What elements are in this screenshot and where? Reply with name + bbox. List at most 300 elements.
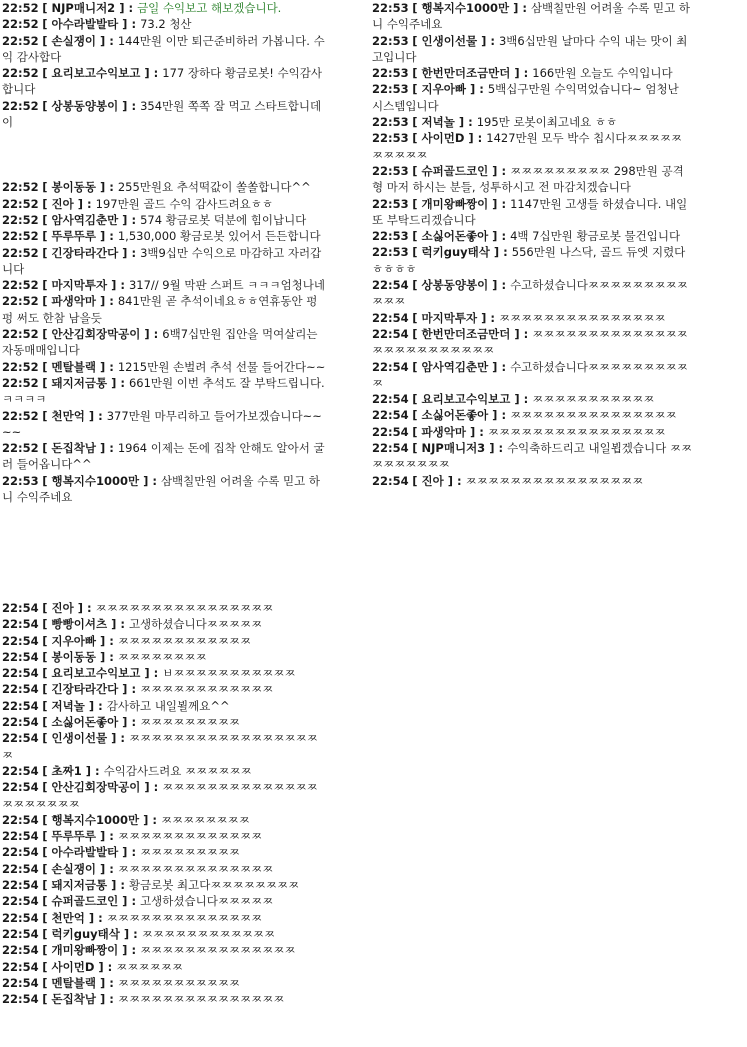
message-author: [ 개미왕빠짱이 ]	[412, 196, 498, 211]
message-time: 22:52	[2, 212, 39, 227]
message-separator: :	[519, 326, 533, 341]
chat-gap	[0, 130, 328, 179]
chat-message	[0, 326, 328, 359]
message-author: [ 슈퍼골드코인 ]	[412, 163, 498, 178]
message-separator: :	[473, 131, 487, 146]
chat-message	[0, 375, 328, 408]
message-author: [ 천만억 ]	[42, 910, 95, 925]
chat-message	[0, 714, 328, 730]
message-time: 22:54	[2, 763, 39, 778]
chat-message	[370, 310, 695, 326]
message-text: ㅉㅉㅉㅉㅉㅉㅉㅉㅉㅉㅉ	[117, 975, 241, 990]
message-separator: :	[124, 1, 138, 15]
chat-message	[370, 440, 695, 473]
message-time: 22:54	[2, 649, 39, 664]
message-time: 22:54	[2, 698, 39, 713]
message-time: 22:52	[2, 245, 39, 260]
message-time: 22:52	[2, 294, 39, 309]
message-separator: :	[149, 666, 163, 681]
message-text: 6백7십만원 집안을 먹여살리는 자동매매입니다	[2, 327, 318, 358]
message-time: 22:54	[2, 829, 39, 844]
chat-message	[370, 130, 695, 163]
chat-message	[370, 359, 695, 392]
message-text: 377만원 마무리하고 들어가보겠습니다~~~~	[2, 408, 322, 439]
message-time: 22:54	[2, 943, 39, 958]
message-separator: :	[94, 408, 107, 423]
chat-message	[0, 959, 328, 975]
message-separator: :	[453, 473, 466, 488]
chat-message	[0, 359, 328, 375]
chat-message	[0, 228, 328, 244]
message-author: [ 돈집착남 ]	[42, 441, 106, 456]
message-separator: :	[105, 633, 118, 648]
message-text: ㅉㅉㅉㅉㅉㅉㅉㅉ	[160, 812, 250, 827]
message-author: [ 사이먼D ]	[412, 131, 474, 146]
message-text: ㅉㅉㅉㅉㅉㅉㅉㅉㅉㅉㅉㅉㅉㅉㅉㅉ	[465, 473, 644, 488]
chat-message	[0, 910, 328, 926]
message-time: 22:54	[2, 861, 39, 876]
message-time: 22:52	[2, 196, 39, 211]
message-separator: :	[149, 780, 163, 795]
message-author: [ 파생악마 ]	[412, 424, 476, 439]
message-text: ㅉㅉㅉㅉㅉㅉㅉㅉㅉㅉㅉㅉ	[117, 633, 252, 648]
message-text: 166만원 오늘도 수익입니다	[532, 66, 673, 81]
message-text: ㅉㅉㅉㅉㅉㅉㅉㅉㅉㅉㅉㅉㅉㅉ	[106, 910, 263, 925]
message-author: [ 럭키guy태삭 ]	[42, 926, 130, 941]
chat-message	[370, 244, 695, 277]
chat-message	[0, 600, 328, 616]
message-separator: :	[499, 245, 512, 260]
message-time: 22:54	[2, 959, 39, 974]
message-text: 841만원 곧 추석이네요ㅎㅎ연휴동안 펑펑 써도 한참 남을듯	[2, 294, 318, 325]
message-author: [ 암사역김춘만 ]	[412, 359, 498, 374]
message-text: 1215만원 손벌려 추석 선물 들어간다~~	[117, 359, 326, 374]
message-text: ㅉㅉㅉㅉㅉㅉㅉㅉㅉㅉㅉㅉㅉㅉㅉ	[498, 310, 666, 325]
message-separator: :	[127, 245, 141, 260]
chat-message	[370, 196, 695, 229]
message-text: 255만원요 추석떡값이 쏠쏠합니다^^	[117, 180, 311, 195]
message-text: ㅉㅉㅉㅉㅉㅉㅉㅉㅉㅉㅉㅉㅉ	[117, 829, 263, 844]
message-author: [ 저녁놀 ]	[42, 698, 95, 713]
chat-message	[370, 163, 695, 196]
message-separator: :	[116, 731, 129, 746]
message-time: 22:52	[2, 359, 39, 374]
message-time: 22:54	[2, 633, 39, 648]
message-time: 22:54	[2, 780, 39, 795]
message-text: ㅉㅉㅉㅉㅉㅉㅉㅉㅉㅉㅉㅉ	[140, 682, 274, 697]
message-time: 22:52	[2, 98, 39, 113]
message-separator: :	[475, 424, 488, 439]
message-separator: :	[105, 294, 118, 309]
message-text: ㅉㅉㅉㅉㅉㅉ	[116, 959, 183, 974]
message-time: 22:54	[372, 392, 409, 407]
message-separator: :	[94, 910, 107, 925]
message-author: [ 지우아빠 ]	[42, 633, 106, 648]
message-separator: :	[91, 763, 104, 778]
chat-log-panel-2	[370, 0, 695, 536]
message-time: 22:54	[2, 926, 39, 941]
message-separator: :	[149, 327, 163, 342]
message-time: 22:52	[2, 327, 39, 342]
message-time: 22:52	[2, 441, 39, 456]
chat-message	[0, 473, 328, 506]
chat-message	[370, 65, 695, 81]
message-text: ㅂㅉㅉㅉㅉㅉㅉㅉㅉㅉㅉㅉ	[162, 666, 296, 681]
message-text: 197만원 골드 수익 감사드려요ㅎㅎ	[95, 196, 273, 211]
chat-message	[370, 326, 695, 359]
message-author: [ 요리보고수익보고 ]	[42, 666, 150, 681]
chat-message	[370, 407, 695, 423]
message-author: [ 긴장타라간다 ]	[42, 245, 128, 260]
message-separator: :	[464, 115, 477, 130]
message-time: 22:54	[372, 278, 409, 293]
message-author: [ 마지막투자 ]	[412, 310, 487, 325]
message-text: 금일 수익보고 해보겠습니다.	[137, 1, 282, 15]
message-time: 22:54	[372, 359, 409, 374]
message-text: 574 황금로봇 덕분에 힘이납니다	[140, 212, 307, 227]
message-author: [ 초짜1 ]	[42, 763, 92, 778]
message-separator: :	[83, 196, 96, 211]
chat-message	[0, 633, 328, 649]
message-separator: :	[105, 33, 118, 48]
message-author: [ 럭키guy태삭 ]	[412, 245, 500, 260]
chat-message	[0, 440, 328, 473]
message-text: 73.2 청산	[140, 17, 192, 32]
message-author: [ 진아 ]	[42, 196, 84, 211]
message-separator: :	[105, 441, 118, 456]
chat-message	[0, 763, 328, 779]
message-author: [ 소싫어돈좋아 ]	[412, 229, 498, 244]
message-time: 22:54	[2, 910, 39, 925]
message-separator: :	[127, 17, 141, 32]
message-author: [ 인생이선물 ]	[42, 731, 117, 746]
message-time: 22:54	[2, 617, 39, 632]
chat-message	[0, 779, 328, 812]
message-separator: :	[116, 278, 129, 293]
chat-message	[0, 33, 328, 66]
message-text: 195만 로봇이최고네요 ㅎㅎ	[476, 115, 618, 130]
message-author: [ 저녁놀 ]	[412, 115, 465, 130]
chat-message	[370, 33, 695, 66]
message-time: 22:54	[372, 408, 409, 423]
message-text: 3백6십만원 날마다 수익 내는 맛이 최고입니다	[372, 33, 688, 64]
message-separator: :	[148, 473, 161, 488]
message-time: 22:53	[372, 196, 409, 211]
message-time: 22:52	[2, 229, 39, 244]
chat-message	[0, 16, 328, 32]
message-text: 감사하고 내일뵐께요^^	[106, 698, 230, 713]
message-author: [ 요리보고수익보고 ]	[412, 392, 520, 407]
chat-message	[0, 65, 328, 98]
message-text: ㅉㅉㅉㅉㅉㅉㅉㅉㅉ	[140, 715, 241, 730]
message-time: 22:54	[372, 441, 409, 456]
chat-message	[370, 0, 695, 33]
message-time: 22:53	[372, 163, 409, 178]
message-text: ㅉㅉㅉㅉㅉㅉㅉㅉㅉㅉㅉㅉㅉㅉㅉㅉㅉㅉㅉㅉㅉㅉㅉㅉㅉ	[372, 326, 688, 358]
chat-message	[370, 114, 695, 130]
message-author: [ 뚜루뚜루 ]	[42, 829, 106, 844]
message-time: 22:53	[372, 33, 409, 48]
message-time: 22:52	[2, 278, 39, 293]
message-separator: :	[105, 861, 118, 876]
message-text: ㅉㅉㅉㅉㅉㅉㅉㅉㅉ	[140, 845, 241, 860]
message-text: 수고하셨습니다ㅉㅉㅉㅉㅉㅉㅉㅉㅉㅉ	[372, 359, 688, 390]
message-author: [ 봉이동동 ]	[42, 649, 106, 664]
message-author: [ NJP매니저3 ]	[412, 441, 495, 456]
message-separator: :	[105, 975, 118, 990]
message-separator: :	[497, 196, 511, 211]
chat-message	[0, 926, 328, 942]
message-separator: :	[103, 959, 117, 974]
message-author: [ 봉이동동 ]	[42, 180, 106, 195]
message-separator: :	[94, 698, 107, 713]
message-text: 1427만원 모두 박수 칩시다ㅉㅉㅉㅉㅉㅉㅉㅉㅉㅉ	[372, 131, 683, 162]
chat-message	[0, 649, 328, 665]
message-separator: :	[105, 229, 118, 244]
chat-message	[370, 391, 695, 407]
message-author: [ 행복지수1000만 ]	[42, 812, 149, 827]
message-text: ㅉㅉㅉㅉㅉㅉㅉㅉㅉㅉㅉㅉㅉㅉㅉㅉ	[95, 601, 274, 615]
message-author: [ NJP매니저2 ]	[42, 1, 125, 15]
message-author: [ 슈퍼골드코인 ]	[42, 894, 128, 909]
message-separator: :	[127, 894, 141, 909]
chat-message	[0, 277, 328, 293]
message-text: ㅉㅉㅉㅉㅉㅉㅉㅉㅉ 298만원 공격형 마저 하시는 분들, 성투하시고 전 마감치겠습니다	[372, 163, 684, 195]
message-separator: :	[497, 163, 511, 178]
message-text: 556만원 나스닥, 골드 듀엣 지렸다ㅎㅎㅎㅎ	[372, 245, 686, 276]
message-time: 22:53	[372, 115, 409, 130]
message-author: [ 긴장타라간다 ]	[42, 682, 128, 697]
message-separator: :	[116, 878, 129, 893]
message-author: [ 손실쟁이 ]	[42, 861, 106, 876]
message-author: [ 상봉동양봉이 ]	[412, 278, 498, 293]
message-time: 22:53	[2, 473, 39, 488]
chat-message	[370, 473, 695, 489]
message-text: 5백십구만원 수익먹었습니다~ 엄청난 시스템입니다	[372, 82, 679, 113]
message-time: 22:54	[372, 473, 409, 488]
chat-log-panel-3	[0, 600, 328, 1036]
message-author: [ 손실쟁이 ]	[42, 33, 106, 48]
message-separator: :	[127, 682, 141, 697]
chat-message	[0, 812, 328, 828]
message-text: ㅉㅉㅉㅉㅉㅉㅉㅉㅉㅉㅉㅉㅉㅉㅉㅉㅉㅉ	[2, 731, 318, 762]
message-text: ㅉㅉㅉㅉㅉㅉㅉㅉㅉㅉㅉㅉ	[141, 926, 276, 941]
message-text: 고생하셨습니다ㅉㅉㅉㅉㅉ	[128, 617, 263, 632]
message-separator: :	[486, 33, 499, 48]
message-text: ㅉㅉㅉㅉㅉㅉㅉㅉㅉㅉㅉㅉㅉㅉ	[117, 861, 274, 876]
message-time: 22:54	[2, 845, 39, 860]
message-time: 22:53	[372, 229, 409, 244]
message-separator: :	[486, 310, 499, 325]
message-text: 4백 7십만원 황금로봇 물건입니다	[510, 229, 681, 244]
message-time: 22:54	[2, 666, 39, 681]
chat-message	[0, 0, 328, 16]
message-separator: :	[497, 408, 511, 423]
message-author: [ 안산김회장막공이 ]	[42, 780, 150, 795]
message-time: 22:54	[372, 326, 409, 341]
message-time: 22:54	[2, 731, 39, 746]
message-text: 177 장하다 황금로봇! 수익감사합니다	[2, 66, 322, 97]
message-text: ㅉㅉㅉㅉㅉㅉㅉㅉ	[117, 649, 207, 664]
message-separator: :	[497, 359, 511, 374]
message-author: [ 돈집착남 ]	[42, 992, 106, 1007]
message-time: 22:53	[372, 245, 409, 260]
message-time: 22:54	[2, 894, 39, 909]
chat-message	[0, 828, 328, 844]
message-time: 22:53	[372, 131, 409, 146]
chat-message	[0, 942, 328, 958]
message-author: [ 빵빵이셔츠 ]	[42, 617, 117, 632]
message-author: [ 행복지수1000만 ]	[42, 473, 149, 488]
message-author: [ 뚜루뚜루 ]	[42, 229, 106, 244]
message-separator: :	[149, 66, 163, 81]
message-author: [ 행복지수1000만 ]	[412, 1, 519, 15]
message-time: 22:53	[372, 66, 409, 81]
chat-message	[0, 179, 328, 195]
message-time: 22:53	[372, 82, 409, 97]
message-author: [ 사이먼D ]	[42, 959, 104, 974]
message-text: ㅉㅉㅉㅉㅉㅉㅉㅉㅉㅉㅉㅉㅉㅉㅉ	[117, 992, 285, 1007]
message-text: ㅉㅉㅉㅉㅉㅉㅉㅉㅉㅉㅉㅉㅉㅉ	[140, 943, 296, 958]
message-author: [ 멘탈블랙 ]	[42, 975, 106, 990]
chat-message	[0, 975, 328, 991]
message-separator: :	[105, 359, 118, 374]
message-separator: :	[105, 992, 118, 1007]
chat-message	[0, 698, 328, 714]
message-author: [ 아수라발발타 ]	[42, 17, 128, 32]
chat-message	[0, 730, 328, 763]
message-author: [ 파생악마 ]	[42, 294, 106, 309]
message-text: 삼백칠만원 어려울 수록 믿고 하니 수익주네요	[2, 473, 320, 505]
message-separator: :	[105, 649, 118, 664]
message-time: 22:54	[2, 812, 39, 827]
message-time: 22:54	[372, 310, 409, 325]
message-author: [ 상봉동양봉이 ]	[42, 98, 128, 113]
message-time: 22:52	[2, 66, 39, 81]
message-separator: :	[518, 1, 531, 15]
message-author: [ 지우아빠 ]	[412, 82, 476, 97]
chat-message	[0, 293, 328, 326]
message-time: 22:53	[372, 1, 409, 15]
message-author: [ 천만억 ]	[42, 408, 95, 423]
chat-message	[0, 844, 328, 860]
message-separator: :	[519, 392, 533, 407]
message-text: ㅉㅉㅉㅉㅉㅉㅉㅉㅉㅉㅉㅉㅉㅉㅉㅉㅉㅉㅉㅉㅉ	[2, 780, 318, 811]
chat-message	[370, 228, 695, 244]
message-text: 수고하셨습니다ㅉㅉㅉㅉㅉㅉㅉㅉㅉㅉㅉㅉ	[372, 278, 688, 309]
chat-message	[370, 81, 695, 114]
message-text: 1,530,000 황금로봇 있어서 든든합니다	[117, 229, 321, 244]
message-author: [ 요리보고수익보고 ]	[42, 66, 150, 81]
chat-message	[0, 98, 328, 131]
message-author: [ 한번만더조금만더 ]	[412, 326, 520, 341]
chat-message	[0, 893, 328, 909]
chat-message	[0, 245, 328, 278]
chat-log-panel-1	[0, 0, 328, 536]
message-time: 22:54	[2, 975, 39, 990]
message-separator: :	[127, 943, 141, 958]
message-separator: :	[105, 829, 118, 844]
message-time: 22:54	[2, 601, 39, 615]
chat-message	[0, 616, 328, 632]
chat-message	[0, 196, 328, 212]
message-time: 22:52	[2, 375, 39, 390]
message-text: 수익축하드리고 내일뵙겠습니다 ㅉㅉㅉㅉㅉㅉㅉㅉㅉ	[372, 441, 693, 472]
message-text: 1147만원 고생들 하셨습니다. 내일 또 부탁드리겠습니다	[372, 196, 688, 227]
message-text: 3백9십만 수익으로 마감하고 자러갑니다	[2, 245, 322, 276]
message-author: [ 진아 ]	[412, 473, 454, 488]
message-time: 22:54	[2, 682, 39, 697]
chat-message	[0, 861, 328, 877]
message-text: ㅉㅉㅉㅉㅉㅉㅉㅉㅉㅉㅉ	[532, 392, 655, 407]
message-text: 삼백칠만원 어려울 수록 믿고 하니 수익주네요	[372, 1, 690, 32]
message-separator: :	[494, 441, 508, 456]
message-text: ㅉㅉㅉㅉㅉㅉㅉㅉㅉㅉㅉㅉㅉㅉㅉㅉ	[487, 424, 666, 439]
message-text: 고생하셨습니다ㅉㅉㅉㅉㅉ	[140, 894, 274, 909]
message-separator: :	[127, 715, 141, 730]
message-time: 22:52	[2, 33, 39, 48]
chat-message	[370, 424, 695, 440]
message-author: [ 멘탈블랙 ]	[42, 359, 106, 374]
message-time: 22:52	[2, 180, 39, 195]
message-text: 수익감사드려요 ㅉㅉㅉㅉㅉㅉ	[103, 763, 252, 778]
message-author: [ 아수라발발타 ]	[42, 845, 128, 860]
message-time: 22:54	[2, 878, 39, 893]
message-time: 22:52	[2, 1, 39, 15]
message-time: 22:52	[2, 408, 39, 423]
chat-message	[0, 681, 328, 697]
message-author: [ 인생이선물 ]	[412, 33, 487, 48]
message-separator: :	[127, 845, 141, 860]
message-author: [ 한번만더조금만더 ]	[412, 66, 520, 81]
message-separator: :	[127, 98, 141, 113]
message-author: [ 마지막투자 ]	[42, 278, 117, 293]
chat-message	[0, 665, 328, 681]
message-separator: :	[148, 812, 161, 827]
chat-message	[370, 277, 695, 310]
message-author: [ 돼지저금통 ]	[42, 375, 117, 390]
message-author: [ 소싫어돈좋아 ]	[412, 408, 498, 423]
chat-message	[0, 991, 328, 1007]
message-separator: :	[127, 212, 141, 227]
message-author: [ 개미왕빠짱이 ]	[42, 943, 128, 958]
message-time: 22:54	[2, 992, 39, 1007]
message-separator: :	[83, 601, 96, 615]
message-separator: :	[497, 229, 511, 244]
chat-message	[0, 212, 328, 228]
message-text: 354만원 쪽쪽 잘 먹고 스타트합니데이	[2, 98, 322, 130]
chat-message	[0, 877, 328, 893]
message-time: 22:54	[2, 715, 39, 730]
message-text: ㅉㅉㅉㅉㅉㅉㅉㅉㅉㅉㅉㅉㅉㅉㅉ	[510, 408, 677, 423]
message-time: 22:52	[2, 17, 39, 32]
chat-message	[0, 408, 328, 441]
message-text: 황금로봇 최고다ㅉㅉㅉㅉㅉㅉㅉㅉ	[128, 878, 300, 893]
message-text: 317// 9월 막판 스퍼트 ㅋㅋㅋ엄청나네	[128, 278, 326, 293]
message-text: 661만원 이번 추석도 잘 부탁드립니다. ㅋㅋㅋㅋ	[2, 375, 325, 407]
message-separator: :	[129, 926, 142, 941]
message-text: 1964 이제는 돈에 집착 안해도 알아서 굴러 들어옵니다^^	[2, 441, 325, 472]
message-separator: :	[519, 66, 533, 81]
message-separator: :	[116, 617, 129, 632]
message-separator: :	[475, 82, 488, 97]
message-author: [ 소싫어돈좋아 ]	[42, 715, 128, 730]
message-author: [ 돼지저금통 ]	[42, 878, 117, 893]
message-author: [ 암사역김춘만 ]	[42, 212, 128, 227]
message-separator: :	[116, 375, 129, 390]
message-separator: :	[105, 180, 118, 195]
message-text: 144만원 이만 퇴근준비하러 가봅니다. 수익 감사합다	[2, 33, 325, 64]
